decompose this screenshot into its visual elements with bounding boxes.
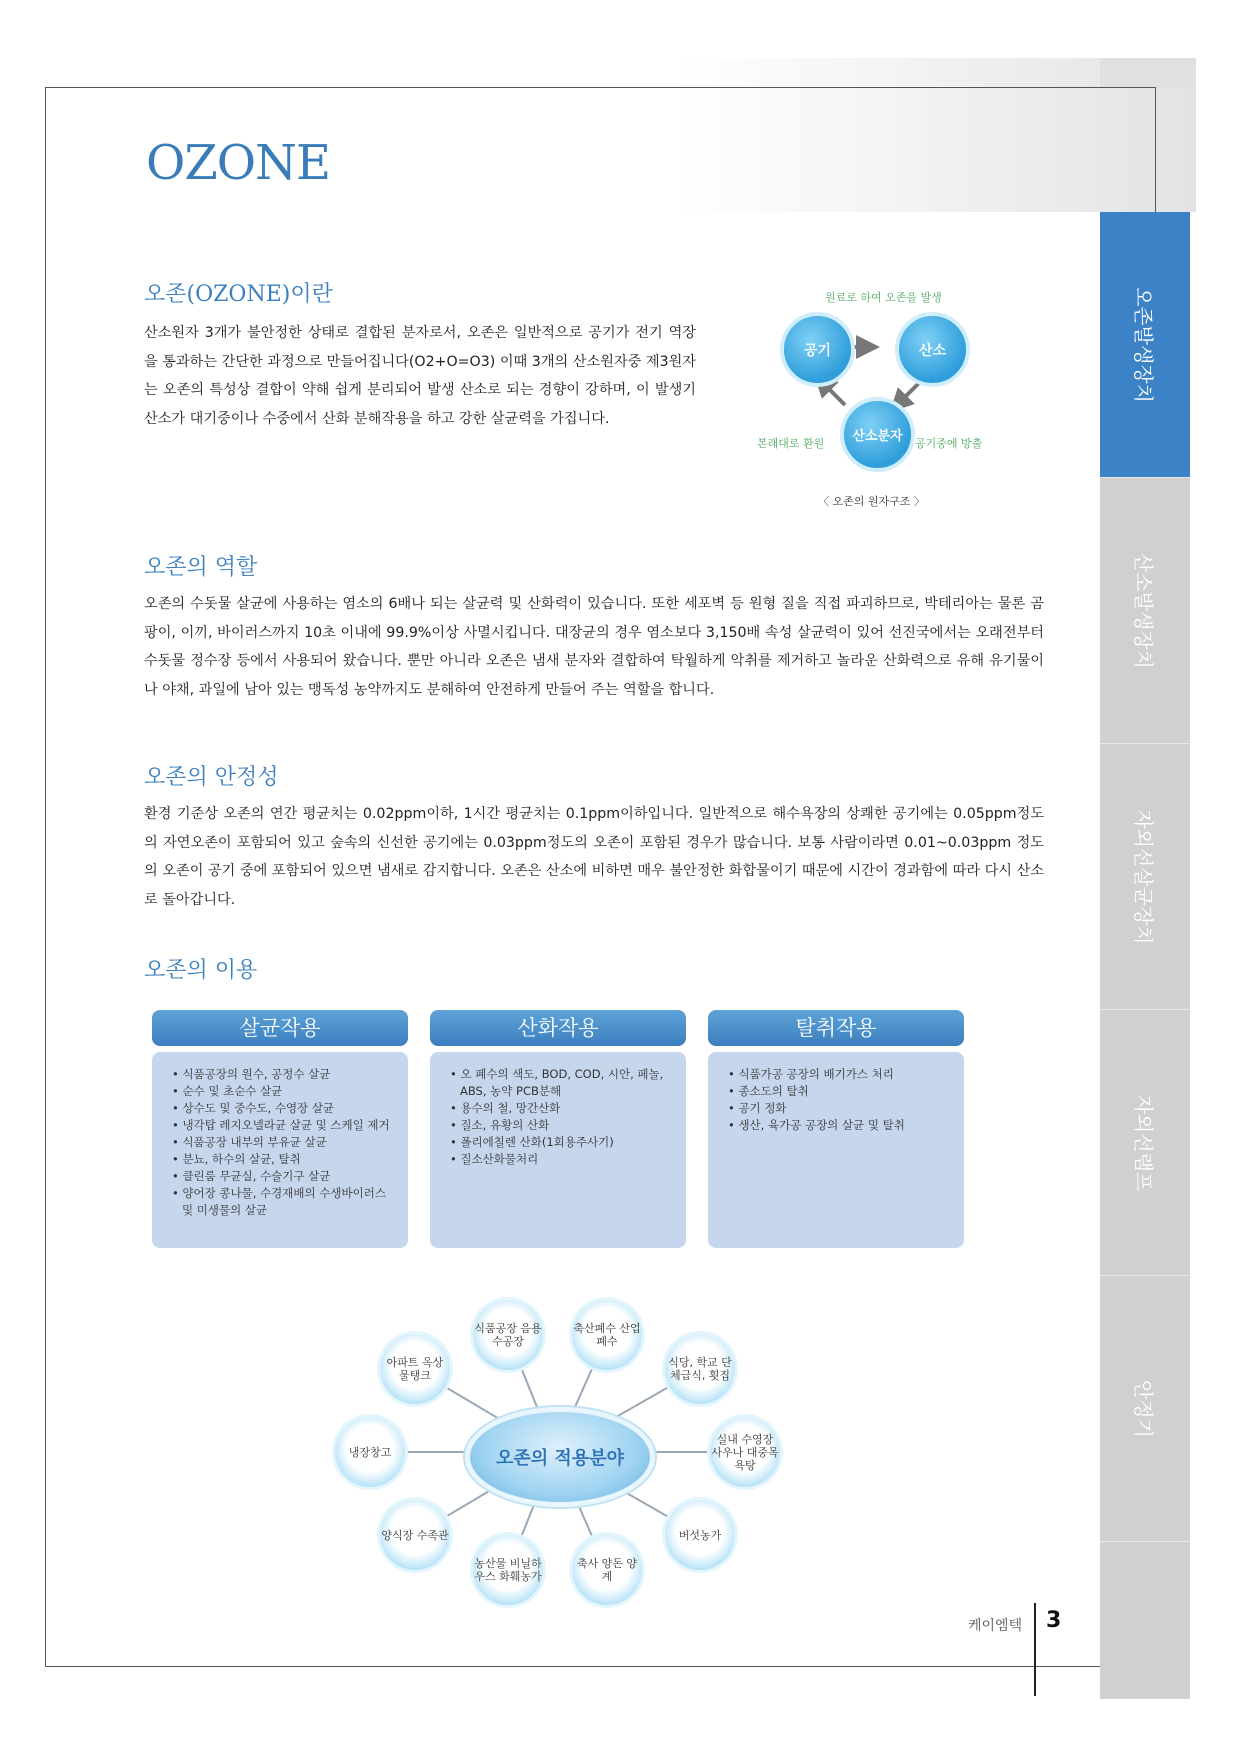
- caption-left: 본래대로 환원: [757, 437, 825, 450]
- field-swimming-pool: 실내 수영장 사우나 대중목욕탕: [710, 1417, 780, 1487]
- tab-label: 자외선램프: [1131, 1094, 1156, 1191]
- field-fish-farm: 양식장 수족관: [380, 1500, 450, 1570]
- ozone-molecule-diagram: [750, 285, 1010, 515]
- section-text-stability: 환경 기준상 오존의 연간 평균치는 0.02ppm이하, 1시간 평균치는 0.1ppm이하입니다. 일반적으로 해수욕장의 상쾌한 공기에는 0.05ppm정도의 자연오존이 포함되어 있고 숲속의 신선한 공기에는 0.03ppm정도의 오존이 포함된 경우가 많습니다. 보통 사람이라면 0.01~0.03ppm 정도의 오존이 공기 중에 포함되어 있으면 냄새로 감지합니다. 오존은 산소에 비하면 매우 불안정한 화합물이기 때문에 시간이 경과함에 따라 다시 산소로 돌아갑니다.: [144, 806, 1044, 908]
- usage-box-list: [708, 1052, 964, 1248]
- list-item: • 공기 정화: [728, 1101, 787, 1115]
- field-food-factory: 식품공장 음용수공장: [473, 1300, 543, 1370]
- field-cold-storage: 냉장창고: [335, 1417, 405, 1487]
- list-item: • 냉각탑 레지오넬라균 살균 및 스케일 제거: [172, 1118, 390, 1132]
- tab-ozone-generator[interactable]: [1100, 212, 1190, 478]
- list-item: • 오 폐수의 색도, BOD, COD, 시안, 페놀, ABS, 농약 PCB분해: [450, 1067, 664, 1098]
- caption-top: 원료로 하여 오존을 발생: [825, 291, 942, 304]
- footer-divider: [1034, 1603, 1036, 1696]
- node-oxygen: 산소: [895, 312, 970, 387]
- section-heading-stability: 오존의 안정성: [144, 765, 279, 790]
- tab-uv-sterilizer[interactable]: [1100, 744, 1190, 1010]
- usage-box-deodorization: [708, 1010, 964, 1248]
- list-item: • 식품공장의 원수, 공정수 살균: [172, 1067, 331, 1081]
- list-item: • 폴리에칠렌 산화(1회용주사기): [450, 1135, 614, 1149]
- caption-right: 공기중에 방출: [915, 437, 983, 450]
- tab-uv-lamp[interactable]: [1100, 1010, 1190, 1276]
- list-item: • 순수 및 초순수 살균: [172, 1084, 283, 1098]
- list-item: • 클린룸 무균실, 수술기구 살균: [172, 1169, 331, 1183]
- application-diagram: [320, 1285, 790, 1625]
- usage-box-title: 살균작용: [152, 1010, 408, 1046]
- usage-box-oxidation: [430, 1010, 686, 1248]
- caption-bottom: 〈 오존의 원자구조 〉: [818, 495, 925, 508]
- list-item: • 종소도의 탈취: [728, 1084, 809, 1098]
- field-livestock-wastewater: 축산폐수 산업폐수: [572, 1300, 642, 1370]
- section-text-role: 오존의 수돗물 살균에 사용하는 염소의 6배나 되는 살균력 및 산화력이 있습니다. 또한 세포벽 등 원형 질을 직접 파괴하므로, 박테리아는 물론 곰팡이, 이끼, 바이러스까지 10초 이내에 99.9%이상 사멸시킵니다. 대장균의 경우 염소보다 3,150배 속성 살균력이 있어 선진국에서는 오래전부터 수돗물 정수장 등에서 사용되어 왔습니다. 뿐만 아니라 오존은 냄새 분자와 결합하여 탁월하게 악취를 제거하고 놀라운 산화력으로 유해 유기물이나 야채, 과일에 남아 있는 맹독성 농약까지도 분해하여 안전하게 만들어 주는 역할을 합니다.: [144, 596, 1044, 698]
- application-center: 오존의 적용분야: [465, 1407, 655, 1507]
- tab-oxygen-generator[interactable]: [1100, 478, 1190, 744]
- list-item: • 질소산화물처리: [450, 1152, 539, 1166]
- field-livestock-barn: 축사 양돈 양계: [572, 1535, 642, 1605]
- usage-box-title: 산화작용: [430, 1010, 686, 1046]
- section-text-intro: 산소원자 3개가 불안정한 상태로 결합된 분자로서, 오존은 일반적으로 공기가 전기 역장을 통과하는 간단한 과정으로 만들어집니다(O2+O=O3) 이때 3개의 산소원자중 제3원자는 오존의 특성상 결합이 약해 쉽게 분리되어 발생 산소로 되는 경향이 강하며, 이 발생기 산소가 대기중이나 수중에서 산화 분해작용을 하고 강한 살균력을 가집니다.: [144, 325, 696, 427]
- usage-box-list: [430, 1052, 686, 1248]
- list-item: • 식품공장 내부의 부유균 살균: [172, 1135, 327, 1149]
- tab-label: 자외선살균장치: [1131, 808, 1156, 945]
- sidebar: [1100, 212, 1190, 1699]
- list-item: • 분뇨, 하수의 살균, 탈취: [172, 1152, 301, 1166]
- list-item: • 용수의 철, 망간산화: [450, 1101, 561, 1115]
- field-restaurant-school: 식당, 학교 단체급식, 횟집: [665, 1334, 735, 1404]
- usage-box-title: 탈취작용: [708, 1010, 964, 1046]
- arrow-oxygen-to-molecule: [898, 382, 920, 404]
- tab-label: 산소발생장치: [1131, 552, 1156, 669]
- field-mushroom-farm: 버섯농가: [665, 1500, 735, 1570]
- company-name: 케이엠텍: [968, 1618, 1023, 1634]
- section-heading-intro: 오존(OZONE)이란: [144, 282, 333, 307]
- node-oxygen-molecule: 산소분자: [840, 397, 915, 472]
- list-item: • 질소, 유황의 산화: [450, 1118, 550, 1132]
- usage-box-sterilization: [152, 1010, 408, 1248]
- tab-label: 안정기: [1131, 1379, 1156, 1438]
- node-air: 공기: [780, 312, 855, 387]
- list-item: • 식품가공 공장의 배기가스 처리: [728, 1067, 894, 1081]
- tab-ballast[interactable]: [1100, 1276, 1190, 1542]
- page-number: 3: [1046, 1608, 1062, 1633]
- list-item: • 상수도 및 중수도, 수영장 살균: [172, 1101, 335, 1115]
- field-greenhouse: 농산물 비닐하우스 화훼농가: [473, 1535, 543, 1605]
- section-heading-usage: 오존의 이용: [144, 958, 258, 983]
- page-title: OZONE: [146, 135, 331, 191]
- list-item: • 생산, 육가공 공장의 살균 및 탈취: [728, 1118, 905, 1132]
- list-item: • 양어장 콩나물, 수경재배의 수생바이러스 및 미생물의 살균: [172, 1186, 386, 1217]
- tab-label: 오존발생장치: [1131, 286, 1156, 403]
- field-apartment-tank: 아파트 옥상 물탱크: [380, 1334, 450, 1404]
- header-band-edge: [1100, 58, 1196, 88]
- usage-box-list: [152, 1052, 408, 1248]
- section-heading-role: 오존의 역할: [144, 555, 258, 580]
